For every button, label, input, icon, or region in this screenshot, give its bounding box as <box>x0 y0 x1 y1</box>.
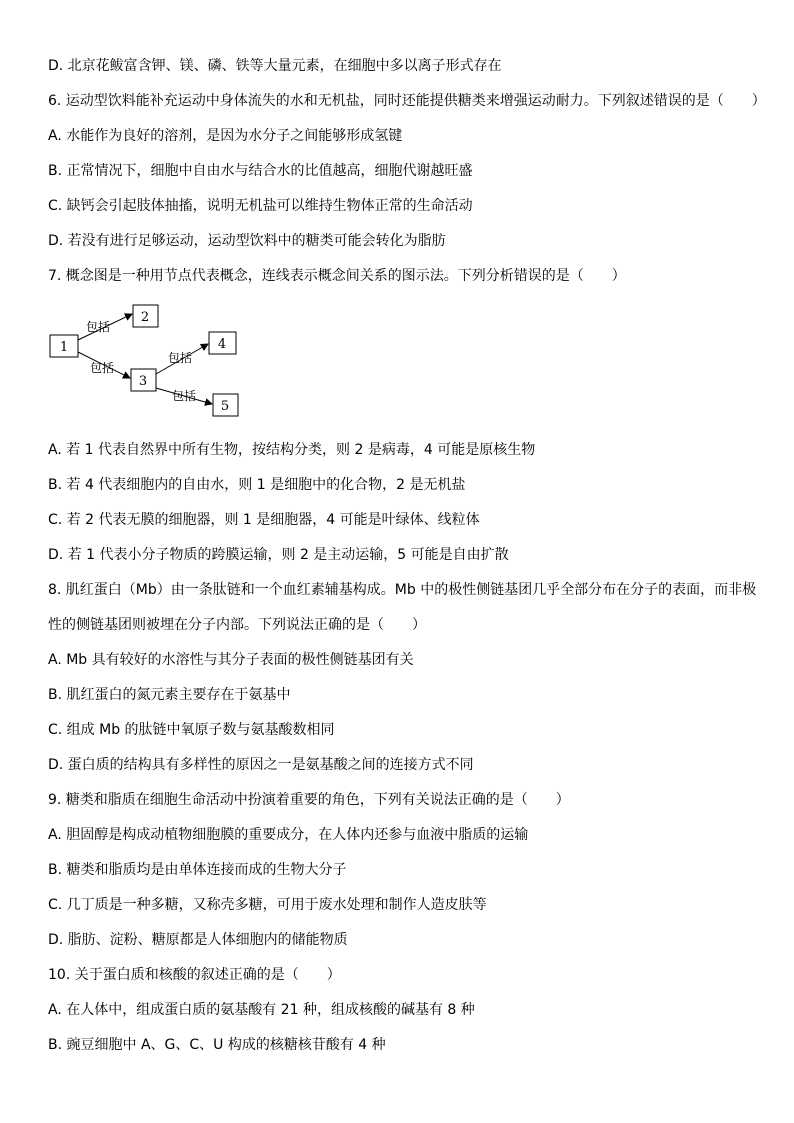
option-line: A. 水能作为良好的溶剂，是因为水分子之间能够形成氢键 <box>48 128 403 144</box>
question-8-stem: 8. 肌红蛋白（Mb）由一条肽链和一个血红素辅基构成。Mb 中的极性侧链基团几乎全部分布在分子的表面，而非极 <box>48 582 757 598</box>
option-line: C. 若 2 代表无膜的细胞器，则 1 是细胞器，4 可能是叶绿体、线粒体 <box>48 512 480 528</box>
option-line: B. 正常情况下，细胞中自由水与结合水的比值越高，细胞代谢越旺盛 <box>48 163 473 179</box>
option-line: A. 若 1 代表自然界中所有生物，按结构分类，则 2 是病毒，4 可能是原核生物 <box>48 442 536 458</box>
concept-node-4-label: 4 <box>217 337 227 352</box>
edge-label-1-3: 包括 <box>90 361 115 375</box>
option-line: B. 若 4 代表细胞内的自由水，则 1 是细胞中的化合物，2 是无机盐 <box>48 477 466 493</box>
text-line: D. 北京花鲅富含钾、镁、磷、铁等大量元素，在细胞中多以离子形式存在 <box>48 58 502 74</box>
question-8-stem-continued: 性的侧链基团则被埋在分子内部。下列说法正确的是（ ） <box>48 617 426 633</box>
question-9-stem: 9. 糖类和脂质在细胞生命活动中扮演着重要的角色，下列有关说法正确的是（ ） <box>48 792 570 808</box>
option-line: C. 组成 Mb 的肽链中氧原子数与氨基酸数相同 <box>48 722 335 738</box>
option-line: D. 若没有进行足够运动，运动型饮料中的糖类可能会转化为脂肪 <box>48 233 446 249</box>
concept-node-2-label: 2 <box>140 310 150 325</box>
question-10-stem: 10. 关于蛋白质和核酸的叙述正确的是（ ） <box>48 967 341 983</box>
edge-label-3-4: 包括 <box>168 351 193 365</box>
option-line: B. 肌红蛋白的氮元素主要存在于氨基中 <box>48 687 291 703</box>
edge-label-3-5: 包括 <box>172 389 197 403</box>
option-line: B. 糖类和脂质均是由单体连接而成的生物大分子 <box>48 862 347 878</box>
concept-node-5-label: 5 <box>220 399 230 414</box>
question-6-stem: 6. 运动型饮料能补充运动中身体流失的水和无机盐，同时还能提供糖类来增强运动耐力。下列叙述错误的是（ ） <box>48 93 766 109</box>
option-line: D. 脂肪、淀粉、糖原都是人体细胞内的储能物质 <box>48 932 348 948</box>
concept-node-1-label: 1 <box>59 340 69 355</box>
option-line: A. Mb 具有较好的水溶性与其分子表面的极性侧链基团有关 <box>48 652 414 668</box>
option-line: C. 几丁质是一种多糖，又称壳多糖，可用于废水处理和制作人造皮肤等 <box>48 897 487 913</box>
option-line: C. 缺钙会引起肢体抽搐，说明无机盐可以维持生物体正常的生命活动 <box>48 198 473 214</box>
option-line: D. 蛋白质的结构具有多样性的原因之一是氨基酸之间的连接方式不同 <box>48 757 474 773</box>
option-line: D. 若 1 代表小分子物质的跨膜运输，则 2 是主动运输，5 可能是自由扩散 <box>48 547 509 563</box>
option-line: A. 胆固醇是构成动植物细胞膜的重要成分，在人体内还参与血液中脂质的运输 <box>48 827 529 843</box>
concept-node-3-label: 3 <box>138 374 148 389</box>
option-line: B. 豌豆细胞中 A、G、C、U 构成的核糖核苷酸有 4 种 <box>48 1037 386 1053</box>
option-line: A. 在人体中，组成蛋白质的氨基酸有 21 种，组成核酸的碱基有 8 种 <box>48 1002 475 1018</box>
question-7-stem: 7. 概念图是一种用节点代表概念，连线表示概念间关系的图示法。下列分析错误的是（ ） <box>48 268 626 284</box>
concept-map-diagram <box>46 300 266 424</box>
edge-label-1-2: 包括 <box>86 320 111 334</box>
